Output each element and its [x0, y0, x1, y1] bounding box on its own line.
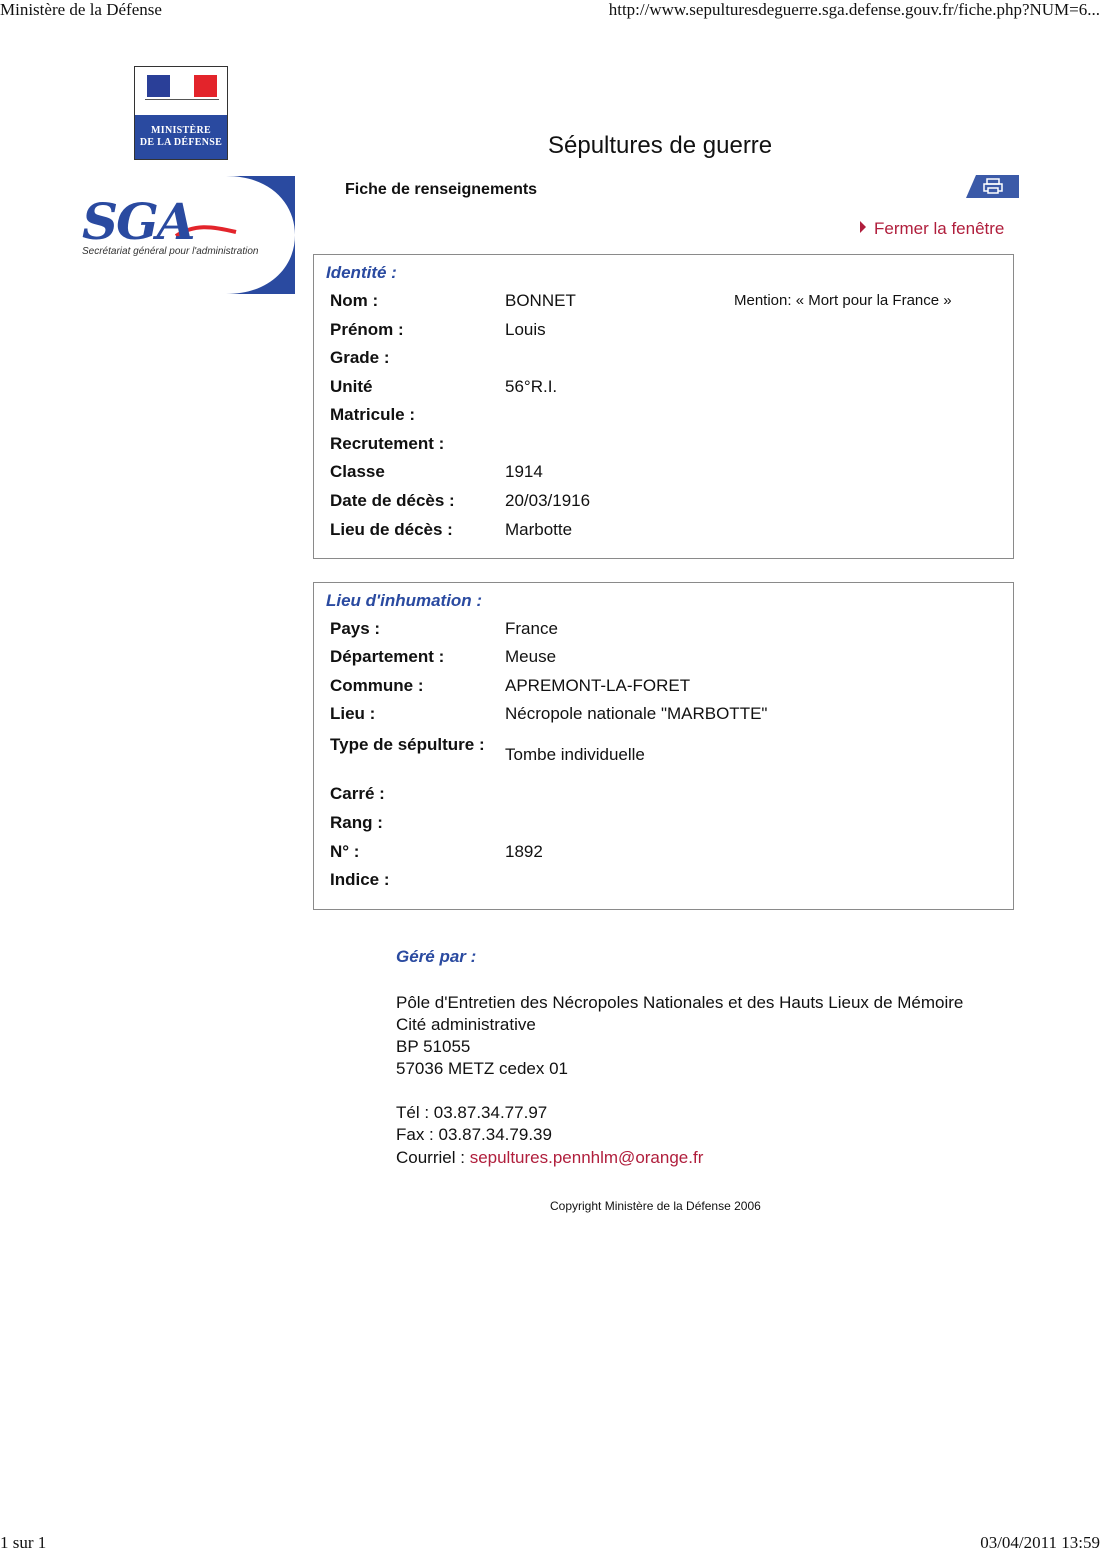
print-header-left: Ministère de la Défense	[0, 0, 162, 19]
identite-panel	[313, 254, 1014, 559]
field-value: Tombe individuelle	[505, 745, 645, 764]
field-label: Indice :	[330, 870, 390, 889]
field-label: Commune :	[330, 676, 424, 695]
email-line	[396, 1148, 703, 1168]
address-line: Pôle d'Entretien des Nécropoles Nationales et des Hauts Lieux de Mémoire	[396, 993, 964, 1012]
field-label: Rang :	[330, 813, 383, 832]
print-header-url: http://www.sepulturesdeguerre.sga.defense.gouv.fr/fiche.php?NUM=6...	[608, 0, 1100, 19]
field-label: Date de décès :	[330, 491, 455, 510]
field-value: 1914	[505, 462, 543, 481]
field-label: Grade :	[330, 348, 390, 367]
field-value: 1892	[505, 842, 543, 861]
sga-logo-text: SGA	[82, 192, 194, 251]
field-label: Lieu :	[330, 704, 376, 723]
ministere-logo-line1: MINISTÈRE	[151, 125, 211, 136]
field-value: Marbotte	[505, 520, 573, 539]
ministere-logo-line2: DE LA DÉFENSE	[139, 137, 223, 148]
french-flag-icon	[147, 75, 217, 97]
field-label: Carré :	[330, 784, 385, 803]
print-button[interactable]	[966, 175, 1019, 198]
field-label: Matricule :	[330, 405, 416, 424]
field-label: Lieu de décès :	[330, 520, 453, 539]
address-line: BP 51055	[396, 1037, 471, 1056]
field-label: N° :	[330, 842, 360, 861]
copyright: Copyright Ministère de la Défense 2006	[550, 1199, 761, 1213]
ministere-logo	[134, 66, 228, 160]
field-value: France	[505, 619, 558, 638]
field-value: Nécropole nationale "MARBOTTE"	[505, 704, 768, 723]
identite-title: Identité :	[326, 263, 397, 282]
sga-logo	[76, 174, 296, 296]
field-value: BONNET	[505, 291, 576, 310]
site-title: Sépultures de guerre	[548, 132, 773, 159]
field-label: Recrutement :	[330, 434, 445, 453]
field-value: 56°R.I.	[505, 377, 558, 396]
mention: Mention: « Mort pour la France »	[734, 292, 952, 309]
email-link[interactable]: sepultures.pennhlm@orange.fr	[469, 1148, 704, 1167]
close-window-link[interactable]	[860, 219, 1004, 239]
arrow-right-icon	[860, 221, 866, 233]
field-label: Pays :	[330, 619, 381, 638]
field-value: 20/03/1916	[505, 491, 591, 510]
field-value: APREMONT-LA-FORET	[505, 676, 691, 695]
field-value: Meuse	[505, 647, 557, 666]
address-line: 57036 METZ cedex 01	[396, 1059, 568, 1078]
phone-line: Tél : 03.87.34.77.97	[396, 1103, 548, 1122]
email-label: Courriel :	[396, 1148, 470, 1167]
sga-logo-subtitle: Secrétariat général pour l'administration	[82, 246, 259, 257]
inhumation-title: Lieu d'inhumation :	[326, 591, 483, 610]
fiche-title: Fiche de renseignements	[345, 181, 538, 198]
fax-line: Fax : 03.87.34.79.39	[396, 1125, 552, 1144]
field-label: Unité	[330, 377, 373, 396]
close-window-label: Fermer la fenêtre	[874, 219, 1005, 238]
field-label: Classe	[330, 462, 385, 481]
gere-par-title: Géré par :	[396, 947, 477, 966]
print-footer-date: 03/04/2011 13:59	[980, 1533, 1100, 1552]
field-value: Louis	[505, 320, 546, 339]
field-label: Type de sépulture :	[330, 735, 485, 754]
field-label: Prénom :	[330, 320, 404, 339]
inhumation-panel	[313, 582, 1014, 910]
printer-icon	[983, 178, 1003, 194]
field-label: Nom :	[330, 291, 379, 310]
address-line: Cité administrative	[396, 1015, 536, 1034]
field-label: Département :	[330, 647, 445, 666]
print-footer-page: 1 sur 1	[0, 1533, 47, 1552]
